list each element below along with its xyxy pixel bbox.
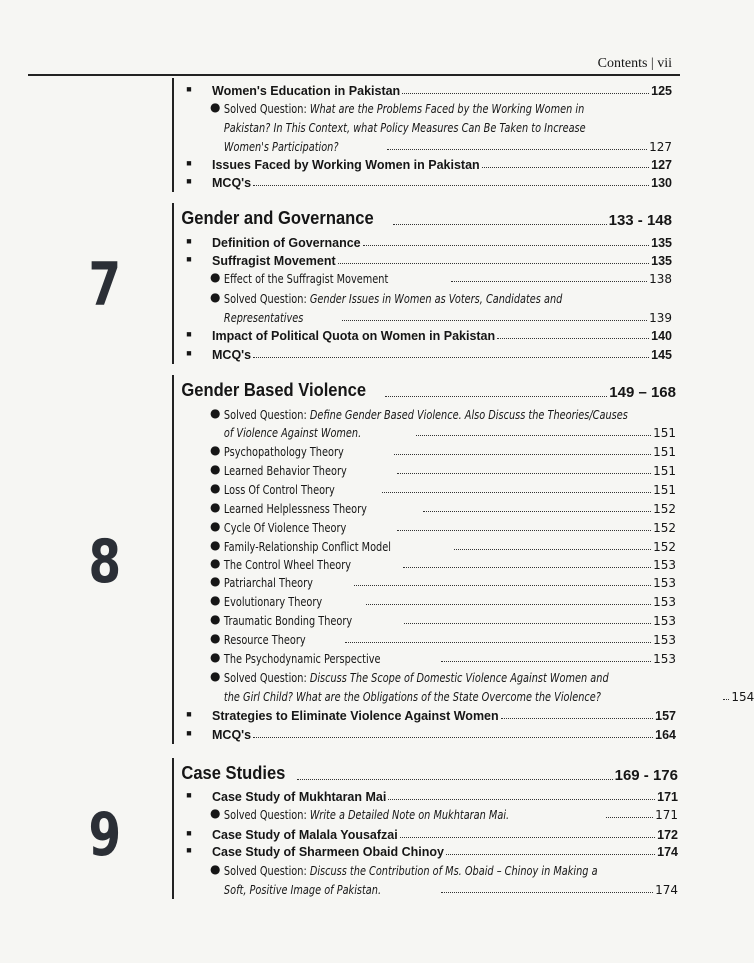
entry-label: Solved Question: bbox=[223, 807, 310, 822]
toc-section-s0 bbox=[172, 78, 672, 192]
round-bullet-icon: ● bbox=[210, 290, 221, 304]
toc-entry-text: Case Studies bbox=[181, 763, 286, 783]
page-number: 140 bbox=[651, 329, 672, 343]
page-number: 133 - 148 bbox=[608, 212, 672, 229]
toc-entry-text bbox=[174, 575, 313, 590]
dot-leader bbox=[403, 567, 651, 568]
toc-entry[interactable] bbox=[174, 877, 678, 897]
toc-entry-text: Gender Based Violence bbox=[181, 380, 367, 400]
toc-entry-text bbox=[174, 101, 584, 116]
dot-leader bbox=[253, 185, 649, 186]
dot-leader bbox=[253, 737, 653, 738]
dot-leader bbox=[451, 281, 647, 282]
square-bullet-icon: ■ bbox=[186, 84, 192, 94]
dot-leader bbox=[497, 338, 649, 339]
entry-label: Solved Question: bbox=[223, 670, 310, 685]
toc-entry-text bbox=[174, 271, 388, 286]
round-bullet-icon: ● bbox=[210, 631, 221, 645]
page-number: 172 bbox=[657, 828, 678, 842]
dot-leader bbox=[397, 473, 651, 474]
toc-entry-text: Case Study of Malala Yousafzai bbox=[212, 828, 398, 842]
toc-entry[interactable] bbox=[174, 802, 678, 822]
toc-entry-text: MCQ's bbox=[212, 176, 252, 190]
chapter-number: 9 bbox=[88, 800, 120, 870]
page-number: 152 bbox=[653, 502, 676, 516]
toc-entry[interactable] bbox=[174, 458, 676, 478]
toc-entry-text bbox=[174, 807, 509, 822]
dot-leader bbox=[454, 549, 651, 550]
page-number: 171 bbox=[657, 790, 678, 804]
page-number: 149 – 168 bbox=[609, 384, 676, 401]
toc-entry-text: Impact of Political Quota on Women in Pakistan bbox=[212, 329, 496, 343]
toc-entry[interactable] bbox=[174, 534, 676, 554]
dot-leader bbox=[482, 167, 649, 168]
toc-entry[interactable] bbox=[174, 248, 672, 268]
toc-entry-text bbox=[174, 520, 346, 535]
dot-leader bbox=[423, 511, 651, 512]
entry-label: Evolutionary Theory bbox=[223, 594, 323, 609]
toc-entry[interactable] bbox=[174, 570, 676, 590]
entry-question-text: What are the Problems Faced by the Working Women in bbox=[309, 101, 585, 116]
toc-entry-text: Women's Participation? bbox=[223, 139, 339, 154]
round-bullet-icon: ● bbox=[210, 406, 221, 420]
toc-entry-text: Soft, Positive Image of Pakistan. bbox=[223, 882, 382, 897]
square-bullet-icon: ■ bbox=[186, 348, 192, 358]
page-number: 127 bbox=[649, 140, 672, 154]
toc-entry-text: MCQ's bbox=[212, 728, 252, 742]
toc-entry[interactable] bbox=[174, 402, 676, 422]
toc-entry-text: Issues Faced by Working Women in Pakistan bbox=[212, 158, 480, 172]
toc-entry-text bbox=[174, 632, 306, 647]
square-bullet-icon: ■ bbox=[186, 236, 192, 246]
toc-entry-text bbox=[174, 501, 367, 516]
toc-entry[interactable] bbox=[174, 96, 672, 116]
round-bullet-icon: ● bbox=[210, 100, 221, 114]
page-number: 152 bbox=[653, 540, 676, 554]
chapter-title-entry[interactable] bbox=[174, 203, 672, 229]
round-bullet-icon: ● bbox=[210, 806, 221, 820]
page-number: 139 bbox=[649, 311, 672, 325]
toc-entry[interactable] bbox=[174, 323, 672, 343]
toc-entry[interactable] bbox=[174, 152, 672, 172]
toc-entry[interactable] bbox=[174, 784, 678, 804]
page-number: 125 bbox=[651, 84, 672, 98]
toc-entry-text bbox=[174, 651, 380, 666]
toc-entry[interactable] bbox=[174, 170, 672, 190]
toc-entry[interactable] bbox=[174, 646, 676, 666]
toc-entry-text bbox=[174, 863, 598, 878]
dot-leader bbox=[385, 396, 608, 397]
page-number: 151 bbox=[653, 445, 676, 459]
page-number: 154 bbox=[731, 690, 754, 704]
entry-label: Solved Question: bbox=[223, 407, 310, 422]
header-rule bbox=[28, 74, 680, 76]
page-number: 174 bbox=[655, 883, 678, 897]
toc-entry[interactable] bbox=[174, 230, 672, 250]
dot-leader bbox=[441, 892, 653, 893]
toc-entry-text: Representatives bbox=[223, 310, 304, 325]
dot-leader bbox=[382, 492, 651, 493]
entry-label: Solved Question: bbox=[223, 863, 310, 878]
entry-label: Family-Relationship Conflict Model bbox=[223, 539, 391, 554]
page-number: 127 bbox=[651, 158, 672, 172]
dot-leader bbox=[345, 642, 651, 643]
dot-leader bbox=[501, 718, 653, 719]
toc-entry-text bbox=[174, 594, 322, 609]
toc-entry[interactable] bbox=[174, 420, 676, 440]
page-number: 164 bbox=[655, 728, 676, 742]
entry-label: Traumatic Bonding Theory bbox=[223, 613, 353, 628]
page-number: 171 bbox=[655, 808, 678, 822]
page-number: 130 bbox=[651, 176, 672, 190]
page-number: 135 bbox=[651, 236, 672, 250]
dot-leader bbox=[342, 320, 647, 321]
entry-label: The Psychodynamic Perspective bbox=[223, 651, 381, 666]
toc-entry-text bbox=[174, 613, 352, 628]
page-number: 151 bbox=[653, 464, 676, 478]
toc-entry-text: MCQ's bbox=[212, 348, 252, 362]
dot-leader bbox=[366, 604, 651, 605]
page-number: 153 bbox=[653, 558, 676, 572]
dot-leader bbox=[416, 435, 651, 436]
toc-entry[interactable] bbox=[174, 134, 672, 154]
round-bullet-icon: ● bbox=[210, 593, 221, 607]
round-bullet-icon: ● bbox=[210, 612, 221, 626]
page-number: 157 bbox=[655, 709, 676, 723]
round-bullet-icon: ● bbox=[210, 500, 221, 514]
toc-entry[interactable] bbox=[174, 703, 676, 723]
entry-label: Psychopathology Theory bbox=[223, 444, 344, 459]
toc-entry[interactable] bbox=[174, 496, 676, 516]
toc-entry[interactable] bbox=[174, 515, 676, 535]
round-bullet-icon: ● bbox=[210, 270, 221, 284]
entry-question-text: Discuss The Scope of Domestic Violence Against Women and bbox=[309, 670, 609, 685]
dot-leader bbox=[394, 454, 651, 455]
toc-entry[interactable] bbox=[174, 78, 672, 98]
toc-entry[interactable] bbox=[174, 305, 672, 325]
dot-leader bbox=[606, 817, 653, 818]
dot-leader bbox=[363, 245, 650, 246]
page-number: 153 bbox=[653, 595, 676, 609]
page-number: 174 bbox=[657, 845, 678, 859]
toc-entry[interactable] bbox=[174, 439, 676, 459]
toc-section-s7 bbox=[172, 203, 672, 364]
square-bullet-icon: ■ bbox=[186, 158, 192, 168]
entry-question-text: Write a Detailed Note on Mukhtaran Mai. bbox=[309, 807, 510, 822]
page-header: Contents | vii bbox=[597, 56, 672, 71]
entry-label: Solved Question: bbox=[223, 291, 310, 306]
entry-question-text: Discuss the Contribution of Ms. Obaid – Chinoy in Making a bbox=[309, 863, 598, 878]
entry-label: Patriarchal Theory bbox=[223, 575, 313, 590]
page-number: 151 bbox=[653, 426, 676, 440]
dot-leader bbox=[297, 779, 613, 780]
round-bullet-icon: ● bbox=[210, 538, 221, 552]
round-bullet-icon: ● bbox=[210, 462, 221, 476]
dot-leader bbox=[387, 149, 647, 150]
entry-label: Solved Question: bbox=[223, 101, 310, 116]
page-number: 169 - 176 bbox=[614, 767, 678, 784]
toc-entry[interactable] bbox=[174, 589, 676, 609]
entry-label: Effect of the Suffragist Movement bbox=[223, 271, 389, 286]
round-bullet-icon: ● bbox=[210, 669, 221, 683]
dot-leader bbox=[446, 854, 655, 855]
dot-leader bbox=[723, 699, 729, 700]
toc-entry-text: Case Study of Sharmeen Obaid Chinoy bbox=[212, 845, 444, 859]
toc-section-s8 bbox=[172, 375, 754, 744]
toc-entry[interactable] bbox=[174, 552, 676, 572]
page-number: 153 bbox=[653, 576, 676, 590]
toc-entry[interactable] bbox=[174, 477, 676, 497]
square-bullet-icon: ■ bbox=[186, 329, 192, 339]
toc-entry-text bbox=[174, 444, 344, 459]
toc-entry-text: the Girl Child? What are the Obligations of the State Overcome the Violence? bbox=[223, 689, 601, 704]
toc-entry[interactable] bbox=[174, 858, 678, 878]
chapter-title-entry[interactable] bbox=[174, 375, 676, 401]
toc-entry-text: Suffragist Movement bbox=[212, 254, 336, 268]
toc-entry-text bbox=[174, 670, 609, 685]
toc-entry-text: Case Study of Mukhtaran Mai bbox=[212, 790, 387, 804]
toc-entry[interactable] bbox=[174, 665, 676, 685]
page-number: 153 bbox=[653, 614, 676, 628]
round-bullet-icon: ● bbox=[210, 519, 221, 533]
page-number: 152 bbox=[653, 521, 676, 535]
toc-entry[interactable] bbox=[174, 286, 672, 306]
toc-entry[interactable] bbox=[174, 684, 754, 704]
dot-leader bbox=[388, 799, 655, 800]
toc-entry[interactable] bbox=[174, 115, 672, 135]
toc-entry[interactable] bbox=[174, 627, 676, 647]
page-number: 138 bbox=[649, 272, 672, 286]
dot-leader bbox=[441, 661, 651, 662]
entry-label: The Control Wheel Theory bbox=[223, 557, 351, 572]
square-bullet-icon: ■ bbox=[186, 828, 192, 838]
toc-entry-text: Strategies to Eliminate Violence Against Women bbox=[212, 709, 499, 723]
toc-entry[interactable] bbox=[174, 608, 676, 628]
toc-entry[interactable] bbox=[174, 722, 676, 742]
round-bullet-icon: ● bbox=[210, 556, 221, 570]
entry-question-text: Gender Issues in Women as Voters, Candidates and bbox=[309, 291, 563, 306]
dot-leader bbox=[402, 93, 649, 94]
toc-entry-text bbox=[174, 291, 562, 306]
toc-entry-text: Gender and Governance bbox=[181, 208, 374, 228]
page-number: 153 bbox=[653, 633, 676, 647]
toc-section-s9 bbox=[172, 758, 678, 899]
toc-entry-text: Pakistan? In This Context, what Policy Measures Can Be Taken to Increase bbox=[223, 120, 586, 135]
entry-label: Cycle Of Violence Theory bbox=[223, 520, 347, 535]
entry-label: Learned Behavior Theory bbox=[223, 463, 347, 478]
page-number: 145 bbox=[651, 348, 672, 362]
dot-leader bbox=[354, 585, 651, 586]
dot-leader bbox=[397, 530, 651, 531]
dot-leader bbox=[400, 837, 655, 838]
square-bullet-icon: ■ bbox=[186, 176, 192, 186]
chapter-number: 7 bbox=[88, 250, 120, 320]
square-bullet-icon: ■ bbox=[186, 709, 192, 719]
toc-entry[interactable] bbox=[174, 266, 672, 286]
entry-label: Learned Helplessness Theory bbox=[223, 501, 367, 516]
entry-label: Loss Of Control Theory bbox=[223, 482, 335, 497]
toc-entry[interactable] bbox=[174, 342, 672, 362]
toc-entry-text: Women's Education in Pakistan bbox=[212, 84, 401, 98]
page-number: 151 bbox=[653, 483, 676, 497]
dot-leader bbox=[393, 224, 607, 225]
square-bullet-icon: ■ bbox=[186, 254, 192, 264]
square-bullet-icon: ■ bbox=[186, 845, 192, 855]
dot-leader bbox=[338, 263, 650, 264]
chapter-title-entry[interactable] bbox=[174, 758, 678, 784]
chapter-number: 8 bbox=[88, 527, 120, 597]
round-bullet-icon: ● bbox=[210, 481, 221, 495]
page-number: 135 bbox=[651, 254, 672, 268]
toc-entry-text bbox=[174, 463, 347, 478]
entry-question-text: Define Gender Based Violence. Also Discuss the Theories/Causes bbox=[309, 407, 628, 422]
toc-entry-text: of Violence Against Women. bbox=[223, 425, 362, 440]
square-bullet-icon: ■ bbox=[186, 790, 192, 800]
entry-label: Resource Theory bbox=[223, 632, 306, 647]
dot-leader bbox=[253, 357, 649, 358]
round-bullet-icon: ● bbox=[210, 443, 221, 457]
round-bullet-icon: ● bbox=[210, 862, 221, 876]
toc-entry[interactable] bbox=[174, 839, 678, 859]
toc-entry-text: Definition of Governance bbox=[212, 236, 361, 250]
round-bullet-icon: ● bbox=[210, 574, 221, 588]
round-bullet-icon: ● bbox=[210, 650, 221, 664]
page-number: 153 bbox=[653, 652, 676, 666]
toc-entry-text bbox=[174, 482, 335, 497]
dot-leader bbox=[404, 623, 651, 624]
square-bullet-icon: ■ bbox=[186, 728, 192, 738]
